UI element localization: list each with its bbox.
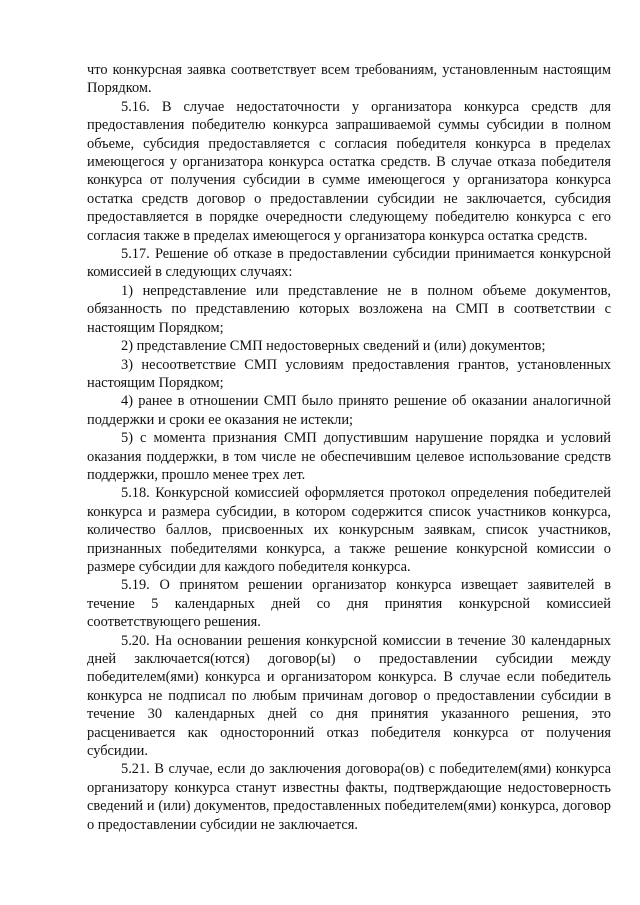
paragraph-5-21: 5.21. В случае, если до заключения договора(ов) с победителем(ями) конкурса организатору конкурса станут известны факты, подтверждающие недостоверность сведений и (или) документов, предоставленных победителем(ями) конкурса, договор о предоставлении субсидии не заключается. [87, 761, 611, 833]
list-item-5-17-4: 4) ранее в отношении СМП было принято решение об оказании аналогичной поддержки и сроки ее оказания не истекли; [87, 393, 611, 428]
paragraph-5-19: 5.19. О принятом решении организатор конкурса извещает заявителей в течение 5 календарных дней со дня принятия конкурсной комиссией соответствующего решения. [87, 577, 611, 631]
paragraph-continuation: что конкурсная заявка соответствует всем требованиям, установленным настоящим Порядком. [87, 62, 611, 97]
paragraph-5-20: 5.20. На основании решения конкурсной комиссии в течение 30 календарных дней заключается(ются) договор(ы) о предоставлении субсидии между победителем(ями) конкурса и организатором конкурса. В случае если победитель конкурса не подписал по любым причинам договор о предоставлении субсидии в течение 30 календарных дней со дня принятия указанного решения, это расценивается как односторонний отказ победителя конкурса от получения субсидии. [87, 632, 611, 760]
paragraph-5-17: 5.17. Решение об отказе в предоставлении субсидии принимается конкурсной комиссией в следующих случаях: [87, 246, 611, 281]
document-body [87, 61, 611, 834]
list-item-5-17-2: 2) представление СМП недостоверных сведений и (или) документов; [121, 338, 546, 355]
list-item-5-17-3: 3) несоответствие СМП условиям предоставления грантов, установленных настоящим Порядком; [87, 356, 611, 391]
list-item-5-17-5: 5) с момента признания СМП допустившим нарушение порядка и условий оказания поддержки, в том числе не обеспечившим целевое использование средств поддержки, прошло менее трех лет. [87, 430, 611, 483]
paragraph-5-18: 5.18. Конкурсной комиссией оформляется протокол определения победителей конкурса и размера субсидии, в котором содержится список участников конкурса, количество баллов, присвоенных их конкурсным заявкам, список участников, признанных победителями конкурса, а также решение конкурсной комиссии о размере субсидии для каждого победителя конкурса. [87, 485, 611, 575]
paragraph-5-16: 5.16. В случае недостаточности у организатора конкурса средств для предоставления победителю конкурса запрашиваемой суммы субсидии в полном объеме, субсидия предоставляется с согласия победителя конкурса в пределах имеющегося у организатора конкурса остатка средств. В случае отказа победителя конкурса от получения субсидии в сумме имеющегося у организатора конкурса остатка средств договор о предоставлении субсидии не заключается, субсидия предоставляется в порядке очередности следующему победителю конкурса с его согласия также в пределах имеющегося у организатора конкурса остатка средств. [87, 98, 611, 244]
list-item-5-17-1: 1) непредставление или представление не в полном объеме документов, обязанность по представлению которых возложена на СМП в соответствии с настоящим Порядком; [87, 282, 611, 336]
